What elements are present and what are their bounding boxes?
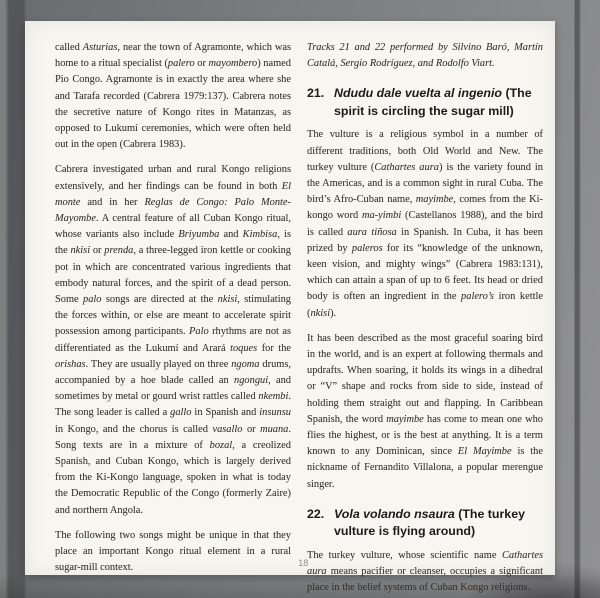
right-column <box>307 40 543 598</box>
paragraph-track21-2: It has been described as the most graceful soaring bird in the world, and is an expert at following thermals and updrafts. When soaring, it holds its wings in a dihedral or “V” shape and rocks from side to side, instead of holding them straight out and flapping. In Caribbean Spanish, the word mayimbe has come to mean one who flies the highest, or is the best at anything. It is a term known to any Dominican, since El Mayimbe is the nickname of Fernandito Villalona, a popular merengue singer. <box>307 332 543 490</box>
performers-credit: Tracks 21 and 22 performed by Silvino Baró, Martín Catalá, Sergio Rodríguez, and Rodolfo Viart. <box>307 42 543 70</box>
track-21-heading <box>307 85 543 120</box>
track-21-translation: (The spirit is circling the sugar mill) <box>334 86 532 118</box>
page-columns <box>55 40 543 598</box>
paragraph-left-1: called Asturias, near the town of Agramonte, which was home to a ritual specialist (palero or mayombero) named Pio Congo. Agramonte is in exactly the area where she and Tarafa recorded (Cabrera 1979:137). Cabrera notes the secretive nature of Kongo rites in Matanzas, as opposed to Lukumí ceremonies, which were often held out in the open (Cabrera 1983). <box>55 42 291 151</box>
track-21-title-block <box>334 85 543 120</box>
booklet-page <box>25 21 555 594</box>
paragraph-track21-1: The vulture is a religious symbol in a number of different traditions, both Old World and New. The turkey vulture (Cathartes aura) is the variety found in the Americas, and is a common sight in rural Cuba. The bird’s Afro-Cuban name, mayimbe, comes from the Ki-kongo word ma-yimbi (Castellanos 1988), and the bird is called aura tiñosa in Spanish. In Cuba, it has been prized by paleros for its “knowledge of the unknown, keen vision, and mighty wings” (Cabrera 1983:131), which can attain a span of up to 6 feet. Its head or dried body is often an ingredient in the palero’s iron kettle (nkisi). <box>307 129 543 319</box>
track-22-number: 22. <box>307 506 325 521</box>
left-column <box>55 40 291 598</box>
track-21-number: 21. <box>307 86 325 101</box>
track-22-title: Vola volando nsaura <box>334 506 455 521</box>
track-22-heading <box>307 506 543 541</box>
paragraph-left-2: Cabrera investigated urban and rural Kongo religions extensively, and her findings can be found in both El monte and in her Reglas de Congo: Palo Monte-Mayombe. A central feature of all Cuban Kongo ritual, whose variants also include Briyumba and Kimbisa, is the nkisi or prenda, a three-legged iron kettle or cooking pot in which are concentrated various ingredients that embody natural forces, and the spirit of a dead person. Some palo songs are directed at the nkisi, stimulating the forces within, or else are meant to accelerate spirit possession among participants. Palo rhythms are not as differentiated as the Lukumí and Arará toques for the orishas. They are usually played on three ngoma drums, accompanied by a hoe blade called an ngongui, and sometimes by metal or gourd wrist rattles called nkembi. The song leader is called a gallo in Spanish and insunsu in Kongo, and the chorus is called vasallo or muana. Song texts are in a mixture of bozal, a creolized Spanish, and Cuban Kongo, which is largely derived from the Ki-Kongo language, spoken in what is today the Democratic Republic of the Congo (formerly Zaire) and northern Angola. <box>55 164 291 516</box>
paragraph-left-3: The following two songs might be unique in that they place an important Kongo ritual element in a rural sugar-mill context. <box>55 529 291 574</box>
track-21-title: Ndudu dale vuelta al ingenio <box>334 86 502 101</box>
paragraph-track22-1: The turkey vulture, whose scientific name Cathartes aura means pacifier or cleanser, occupies a significant place in the belief systems of Cuban Kongo religions. <box>307 549 543 594</box>
track-22-translation: (The turkey vulture is flying around) <box>334 506 525 539</box>
track-22-title-block <box>334 506 543 541</box>
page-number: 18 <box>298 558 309 568</box>
